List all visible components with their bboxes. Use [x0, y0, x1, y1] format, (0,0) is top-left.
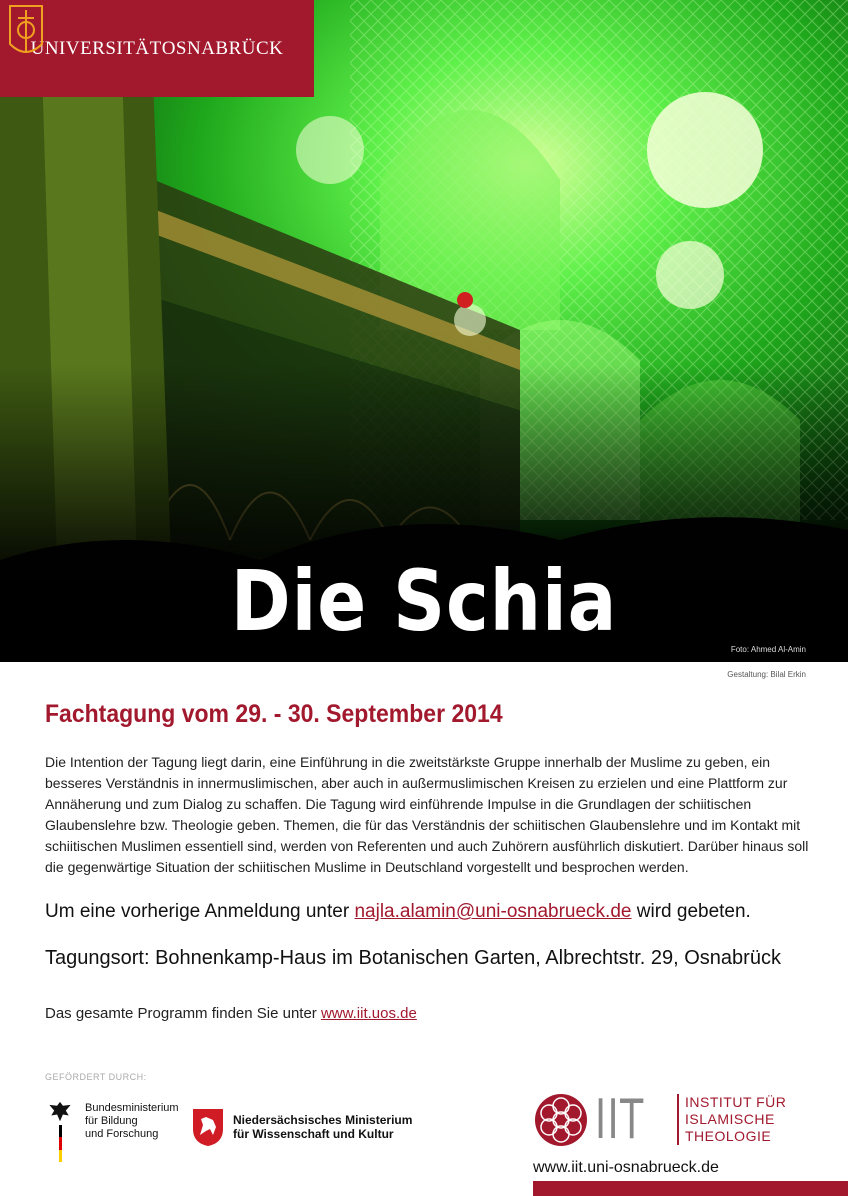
german-flag-stripes	[59, 1125, 62, 1162]
iit-name-line-1: INSTITUT FÜR	[685, 1094, 787, 1110]
footer-accent-bar	[533, 1181, 848, 1196]
nds-ministry-logo	[191, 1107, 412, 1147]
event-date-headline: Fachtagung vom 29. - 30. September 2014	[45, 700, 503, 728]
bmbf-line-3: und Forschung	[85, 1128, 159, 1140]
iit-full-name	[677, 1094, 786, 1145]
program-link[interactable]: www.iit.uos.de	[320, 1005, 417, 1022]
federal-eagle-icon	[47, 1100, 73, 1123]
nds-line-1: Niedersächsisches Ministerium	[233, 1113, 413, 1127]
bmbf-logo	[45, 1100, 179, 1162]
registration-prefix: Um eine vorherige Anmeldung unter	[45, 901, 350, 922]
iit-name-line-2: ISLAMISCHE	[685, 1111, 775, 1127]
osnabrueck-seal-icon	[4, 0, 48, 64]
university-name-right: OSNABRÜCK	[161, 37, 284, 59]
iit-logo[interactable]	[533, 1088, 786, 1151]
bmbf-name	[85, 1102, 179, 1162]
university-name-left: UNIVERSITÄT	[30, 37, 162, 59]
registration-line	[45, 901, 751, 923]
university-logo[interactable]	[0, 0, 314, 97]
iit-website[interactable]: www.iit.uni-osnabrueck.de	[533, 1159, 719, 1176]
iit-name-line-3: THEOLOGIE	[685, 1128, 772, 1144]
registration-suffix: wird gebeten.	[636, 901, 751, 922]
nds-line-2: für Wissenschaft und Kultur	[233, 1127, 394, 1141]
program-line	[45, 1005, 417, 1022]
bmbf-line-2: für Bildung	[85, 1115, 138, 1127]
lower-saxony-horse-icon	[191, 1107, 225, 1147]
photo-credit: Foto: Ahmed Al-Amin	[730, 645, 806, 654]
funding-label: GEFÖRDERT DURCH:	[45, 1072, 147, 1082]
bmbf-line-1: Bundesministerium	[85, 1102, 179, 1114]
event-title: Die Schia	[230, 552, 618, 650]
registration-email-link[interactable]: najla.alamin@uni-osnabrueck.de	[354, 901, 632, 922]
iit-rosette-icon	[533, 1092, 589, 1148]
venue-line: Tagungsort: Bohnenkamp-Haus im Botanischen Garten, Albrechtstr. 29, Osnabrück	[45, 947, 781, 969]
design-credit: Gestaltung: Bilal Erkin	[727, 670, 806, 679]
iit-acronym: IIT	[595, 1088, 645, 1151]
program-prefix: Das gesamte Programm finden Sie unter	[45, 1005, 317, 1022]
intro-paragraph: Die Intention der Tagung liegt darin, eine Einführung in die zweitstärkste Gruppe innerhalb der Muslime zu geben, ein besseres Verständnis in innermuslimischen, aber auch in außermuslimischen Kreisen zu erzielen und eine Plattform zur Annäherung und zum Dialog zu schaffen. Die Tagung wird einführende Impulse in die Grundlagen der schiitischen Glaubenslehre bzw. Theologie geben. Themen, die für das Verständnis der schiitischen Glaubenslehre und im Kontakt mit schiitischen Muslimen essentiell sind, werden von Referenten und auch Zuhörern ausführlich diskutiert. Darüber hinaus soll die gegenwärtige Situation der schiitischen Muslime in Deutschland vorgestellt und besprochen werden.	[45, 754, 809, 875]
nds-ministry-name	[233, 1113, 412, 1141]
